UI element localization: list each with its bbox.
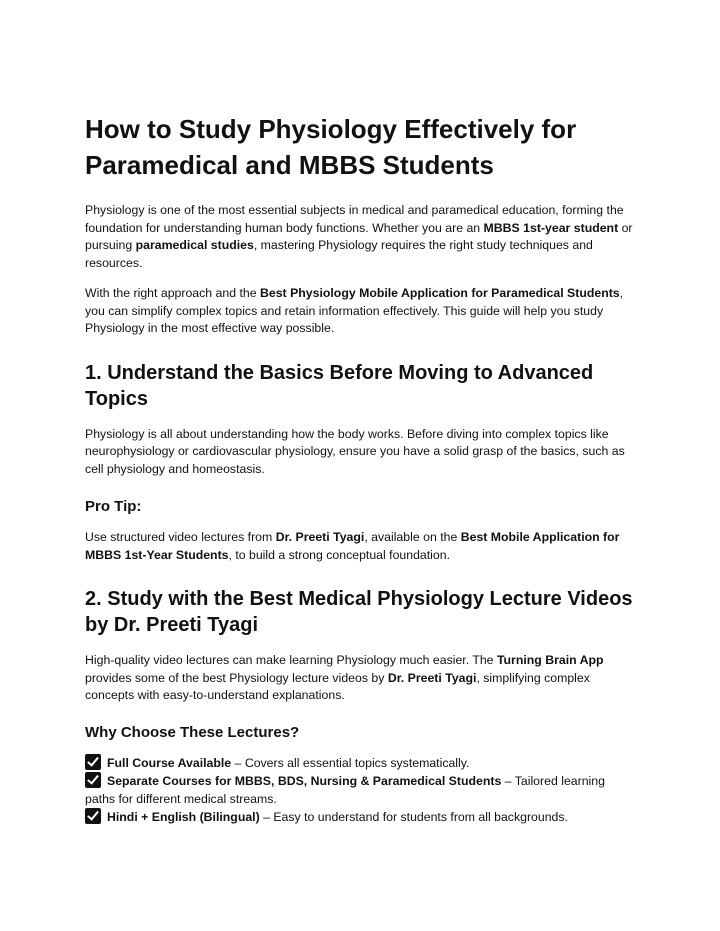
section-2-text-2: provides some of the best Physiology lecture videos by xyxy=(85,670,388,685)
pro-tip-paragraph xyxy=(85,529,636,564)
feature-check-list xyxy=(85,754,636,827)
list-item-text: – Easy to understand for students from all backgrounds. xyxy=(259,810,568,824)
check-box-icon xyxy=(85,772,101,788)
intro-p2-text-2: , you can simplify complex topics and retain information effectively. This guide will help you study Physiology in the most effective way possible. xyxy=(85,286,624,335)
section-2-heading: 2. Study with the Best Medical Physiology Lecture Videos by Dr. Preeti Tyagi xyxy=(85,588,633,636)
section-1-heading: 1. Understand the Basics Before Moving to Advanced Topics xyxy=(85,361,594,410)
section-1-paragraph: Physiology is all about understanding how the body works. Before diving into complex topics like neurophysiology or cardiovascular physiology, ensure you have a solid grasp of the basics, such as cell physiology and homeostasis. xyxy=(85,426,625,476)
why-choose-heading: Why Choose These Lectures? xyxy=(85,723,300,741)
check-box-icon xyxy=(85,808,101,824)
section-2-text-1: High-quality video lectures can make learning Physiology much easier. The xyxy=(85,653,497,667)
intro-p1-text-2: or pursuing xyxy=(85,220,633,252)
check-box-icon xyxy=(85,754,101,770)
pro-tip-text-1: Use structured video lectures from xyxy=(85,530,276,544)
pro-tip-text-3: , to build a strong conceptual foundation. xyxy=(228,547,451,562)
list-item-bold: Separate Courses for MBBS, BDS, Nursing & Paramedical Students xyxy=(107,774,502,788)
list-item xyxy=(85,772,636,808)
list-item xyxy=(85,754,636,773)
list-item-bold: Hindi + English (Bilingual) xyxy=(107,810,260,824)
intro-p2-bold-1: Best Physiology Mobile Application for Paramedical Students xyxy=(260,286,620,300)
intro-paragraph-2 xyxy=(85,285,636,338)
intro-p1-bold-1: MBBS 1st-year student xyxy=(483,220,619,235)
page-title: How to Study Physiology Effectively for Paramedical and MBBS Students xyxy=(85,114,577,180)
pro-tip-bold-2: Best Mobile Application for MBBS 1st-Year Students xyxy=(85,530,620,562)
section-2-bold-1: Turning Brain App xyxy=(496,653,604,667)
pro-tip-heading: Pro Tip: xyxy=(85,498,142,515)
intro-p1-bold-2: paramedical studies xyxy=(135,238,254,252)
intro-p2-text-1: With the right approach and the xyxy=(85,286,260,300)
section-2-paragraph xyxy=(85,652,636,705)
intro-paragraph-1 xyxy=(85,202,636,272)
pro-tip-bold-1: Dr. Preeti Tyagi xyxy=(275,530,365,544)
intro-p1-text-3: , mastering Physiology requires the right study techniques and resources. xyxy=(85,238,593,270)
intro-p1-text-1: Physiology is one of the most essential subjects in medical and paramedical education, forming the foundation for understanding human body functions. Whether you are an xyxy=(85,203,624,235)
list-item-text: – Tailored learning paths for different medical streams. xyxy=(85,774,605,806)
section-2-bold-2: Dr. Preeti Tyagi xyxy=(387,670,477,685)
list-item xyxy=(85,808,636,827)
section-2-text-3: , simplifying complex concepts with easy-to-understand explanations. xyxy=(85,670,590,702)
pro-tip-text-2: , available on the xyxy=(364,530,461,544)
list-item-text: – Covers all essential topics systematically. xyxy=(231,755,470,770)
list-item-bold: Full Course Available xyxy=(107,755,232,770)
